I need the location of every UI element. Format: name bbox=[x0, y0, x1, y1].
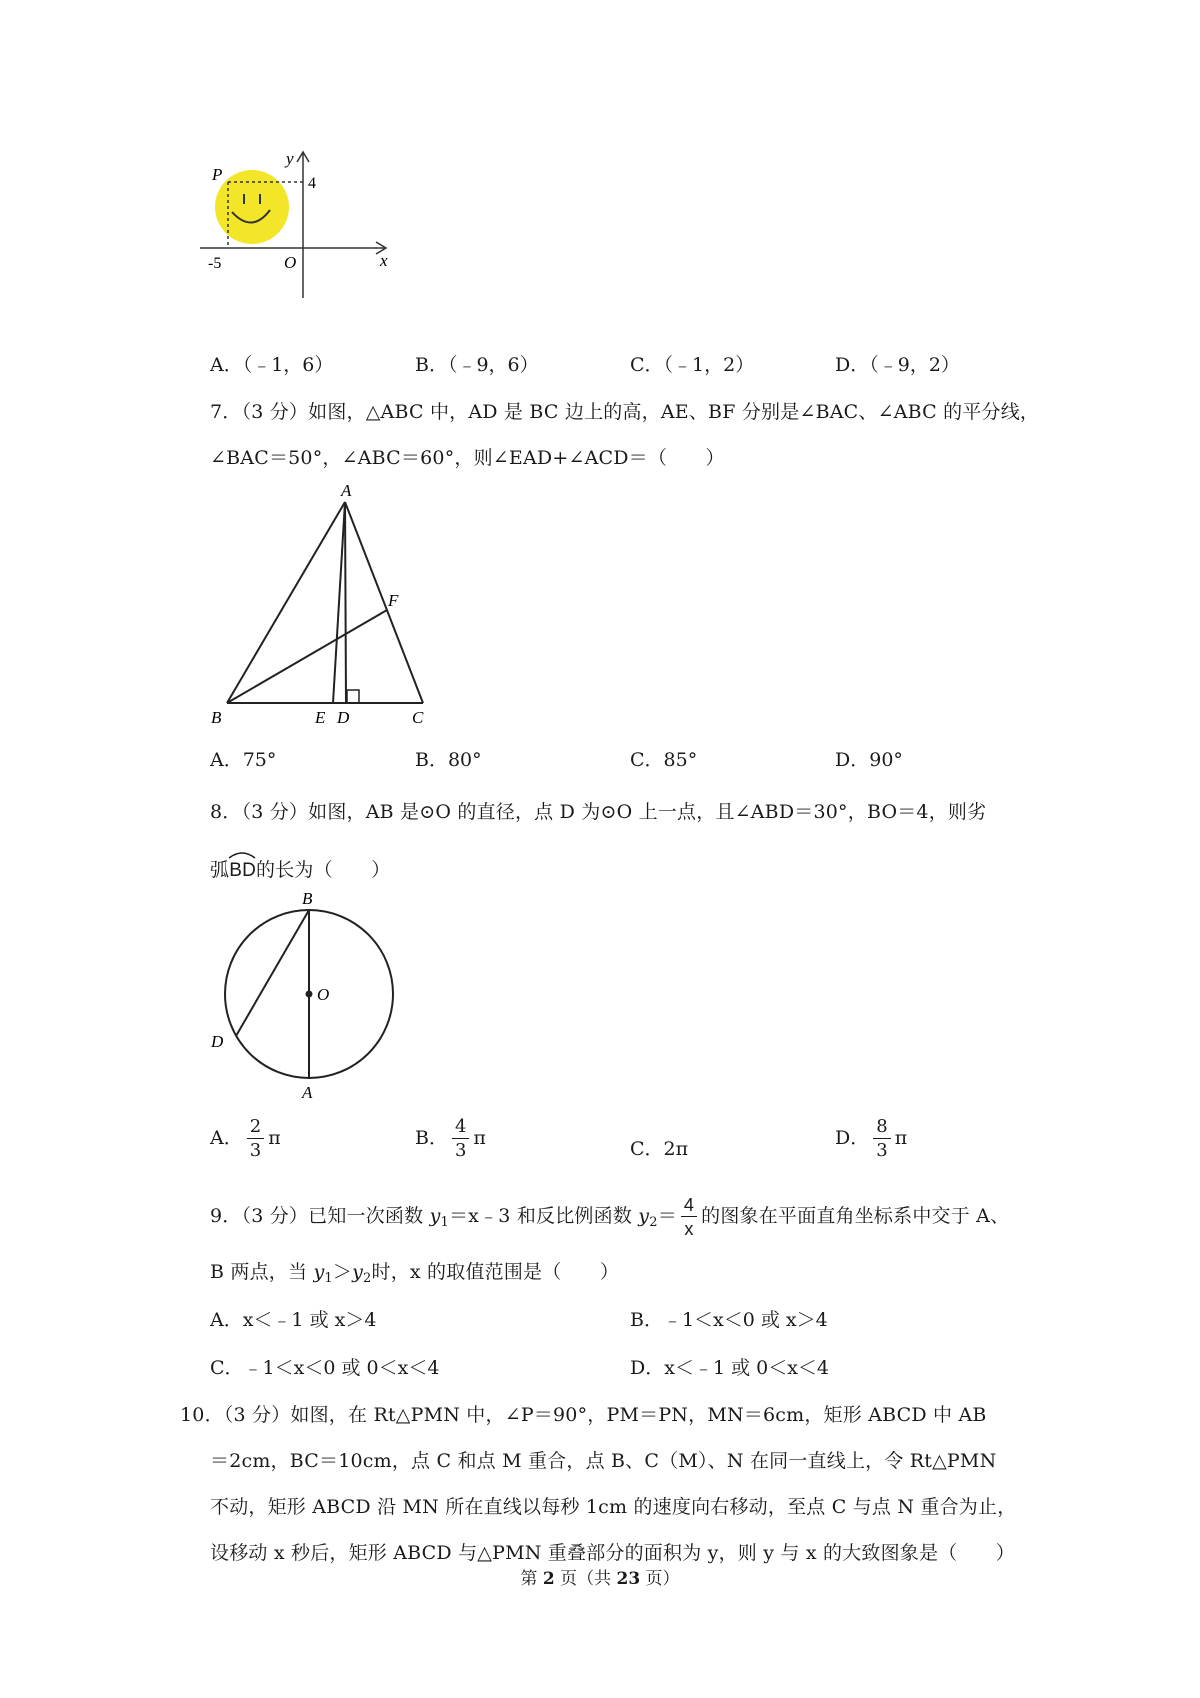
q9-frac-den: x bbox=[684, 1219, 694, 1239]
q10-line-2: ＝2cm，BC＝10cm，点 C 和点 M 重合，点 B、C（M）、N 在同一直线上，令 Rt△PMN bbox=[210, 1450, 997, 1472]
q9-y2b: y bbox=[352, 1261, 364, 1283]
label-a: A bbox=[302, 1083, 313, 1102]
q8-circle-figure bbox=[205, 890, 405, 1105]
q8-a-label: A． bbox=[210, 1127, 243, 1149]
label-c: C bbox=[412, 708, 424, 727]
label-f: F bbox=[388, 591, 399, 610]
q8-a-pi: π bbox=[268, 1127, 281, 1149]
q9-option-d[interactable]: D．x＜﹣1 或 0＜x＜4 bbox=[630, 1357, 830, 1379]
q8-b-fraction bbox=[452, 1118, 469, 1160]
label-d: D bbox=[211, 1032, 224, 1051]
arc-bd bbox=[229, 859, 256, 882]
footer-post: 页） bbox=[640, 1569, 680, 1589]
q10-line-4: 设移动 x 秒后，矩形 ABCD 与△PMN 重叠部分的面积为 y，则 y 与 x 的大致图象是（ ） bbox=[210, 1542, 1015, 1564]
label-o: O bbox=[284, 253, 297, 272]
label-y: y bbox=[286, 150, 294, 168]
q10-line-1: 10．（3 分）如图，在 Rt△PMN 中，∠P＝90°，PM＝PN，MN＝6cm，矩形 ABCD 中 AB bbox=[180, 1404, 987, 1426]
right-angle-mark bbox=[347, 690, 359, 703]
chord-bd bbox=[236, 910, 309, 1036]
q9-sub-1: 1 bbox=[440, 1215, 449, 1230]
center-point bbox=[306, 991, 313, 998]
q9-l1-pre: 9．（3 分）已知一次函数 bbox=[210, 1205, 430, 1227]
q9-option-b[interactable]: B．﹣1＜x＜0 或 x＞4 bbox=[630, 1309, 828, 1331]
q8-d-fraction bbox=[873, 1118, 890, 1160]
q8-a-den: 3 bbox=[249, 1140, 262, 1161]
q8-option-c[interactable]: C．2π bbox=[630, 1138, 689, 1160]
q9-y2: y bbox=[638, 1205, 650, 1227]
label-o: O bbox=[317, 985, 330, 1004]
label-p: P bbox=[212, 165, 223, 184]
label-x: x bbox=[380, 251, 388, 270]
q9-y1: y bbox=[429, 1205, 441, 1227]
q6-coordinate-figure bbox=[200, 150, 400, 310]
q8-option-b[interactable] bbox=[415, 1118, 486, 1160]
q7-line-1: 7．（3 分）如图，△ABC 中，AD 是 BC 边上的高，AE、BF 分别是∠BAC、∠ABC 的平分线， bbox=[210, 401, 1040, 423]
label-e: E bbox=[315, 708, 326, 727]
q9-sub-2: 2 bbox=[649, 1215, 658, 1230]
footer-pre: 第 bbox=[520, 1569, 543, 1589]
q8-b-den: 3 bbox=[454, 1140, 467, 1161]
q9-eq: ＝ bbox=[657, 1205, 677, 1227]
q8-option-a[interactable] bbox=[210, 1118, 281, 1160]
q9-sub-2b: 2 bbox=[363, 1271, 372, 1286]
q10-line-3: 不动，矩形 ABCD 沿 MN 所在直线以每秒 1cm 的速度向右移动，至点 C 与点 N 重合为止， bbox=[210, 1496, 1017, 1518]
q6-option-b[interactable]: B．（﹣9，6） bbox=[415, 354, 539, 376]
q8-line-1: 8．（3 分）如图，AB 是⊙O 的直径，点 D 为⊙O 上一点，且∠ABD＝30°，BO＝4，则劣 bbox=[210, 801, 987, 823]
edge-ab bbox=[227, 502, 345, 703]
q9-frac-num: 4 bbox=[681, 1196, 697, 1217]
label-d: D bbox=[337, 708, 350, 727]
footer-page-number: 2 bbox=[542, 1569, 555, 1589]
q8-b-label: B． bbox=[415, 1127, 448, 1149]
q9-sub-1b: 1 bbox=[324, 1271, 333, 1286]
q9-option-c[interactable]: C．﹣1＜x＜0 或 0＜x＜4 bbox=[210, 1357, 440, 1379]
segment-ad bbox=[345, 502, 346, 703]
q9-line-2 bbox=[210, 1257, 619, 1286]
q8-d-num: 8 bbox=[873, 1118, 890, 1139]
q9-line-1 bbox=[210, 1196, 1009, 1238]
q7-option-b[interactable]: B．80° bbox=[415, 749, 482, 771]
edge-ac bbox=[345, 502, 423, 703]
q9-fraction bbox=[681, 1196, 697, 1238]
segment-bf bbox=[227, 610, 387, 703]
q6-option-c[interactable]: C．（﹣1，2） bbox=[630, 354, 755, 376]
q9-l1-mid: ＝x﹣3 和反比例函数 bbox=[448, 1205, 639, 1227]
q9-l1-post: 的图象在平面直角坐标系中交于 A、 bbox=[701, 1205, 1010, 1227]
q9-y1b: y bbox=[313, 1261, 325, 1283]
q8-a-num: 2 bbox=[247, 1118, 264, 1139]
q7-line-2: ∠BAC＝50°，∠ABC＝60°，则∠EAD+∠ACD＝（ ） bbox=[210, 447, 725, 469]
q8-d-pi: π bbox=[894, 1127, 908, 1149]
q9-l2-post: 时，x 的取值范围是（ ） bbox=[371, 1261, 620, 1283]
q6-option-d[interactable]: D．（﹣9，2） bbox=[835, 354, 960, 376]
q7-option-a[interactable]: A．75° bbox=[210, 749, 277, 771]
q8-b-num: 4 bbox=[452, 1118, 469, 1139]
q8-a-fraction bbox=[247, 1118, 264, 1160]
q8-option-d[interactable] bbox=[835, 1118, 907, 1160]
q8-d-den: 3 bbox=[876, 1140, 888, 1161]
label-b: B bbox=[302, 890, 313, 908]
smiley-sun-icon bbox=[215, 170, 289, 244]
q8-d-label: D． bbox=[835, 1127, 870, 1149]
q9-l2-pre: B 两点，当 bbox=[210, 1261, 314, 1283]
footer-total-pages: 23 bbox=[616, 1569, 641, 1589]
label-minus5: -5 bbox=[208, 255, 222, 272]
label-b: B bbox=[211, 708, 222, 727]
q8-line2-pre: 弧 bbox=[210, 859, 230, 881]
page-footer bbox=[0, 1564, 1200, 1589]
q7-triangle-figure bbox=[205, 480, 445, 730]
q7-option-c[interactable]: C．85° bbox=[630, 749, 698, 771]
q6-option-a[interactable]: A．（﹣1，6） bbox=[210, 354, 334, 376]
q9-option-a[interactable]: A．x＜﹣1 或 x＞4 bbox=[210, 1309, 377, 1331]
q8-b-pi: π bbox=[473, 1127, 486, 1149]
q8-line2-post: 的长为（ ） bbox=[256, 859, 391, 881]
label-a: A bbox=[341, 481, 352, 500]
q9-gt: ＞ bbox=[332, 1261, 353, 1283]
q7-option-d[interactable]: D．90° bbox=[835, 749, 903, 771]
q8-line-2 bbox=[210, 855, 390, 882]
segment-ae bbox=[333, 502, 345, 703]
label-4: 4 bbox=[308, 175, 316, 192]
footer-mid: 页（共 bbox=[554, 1569, 617, 1589]
arc-bd-label: BD bbox=[229, 860, 256, 881]
